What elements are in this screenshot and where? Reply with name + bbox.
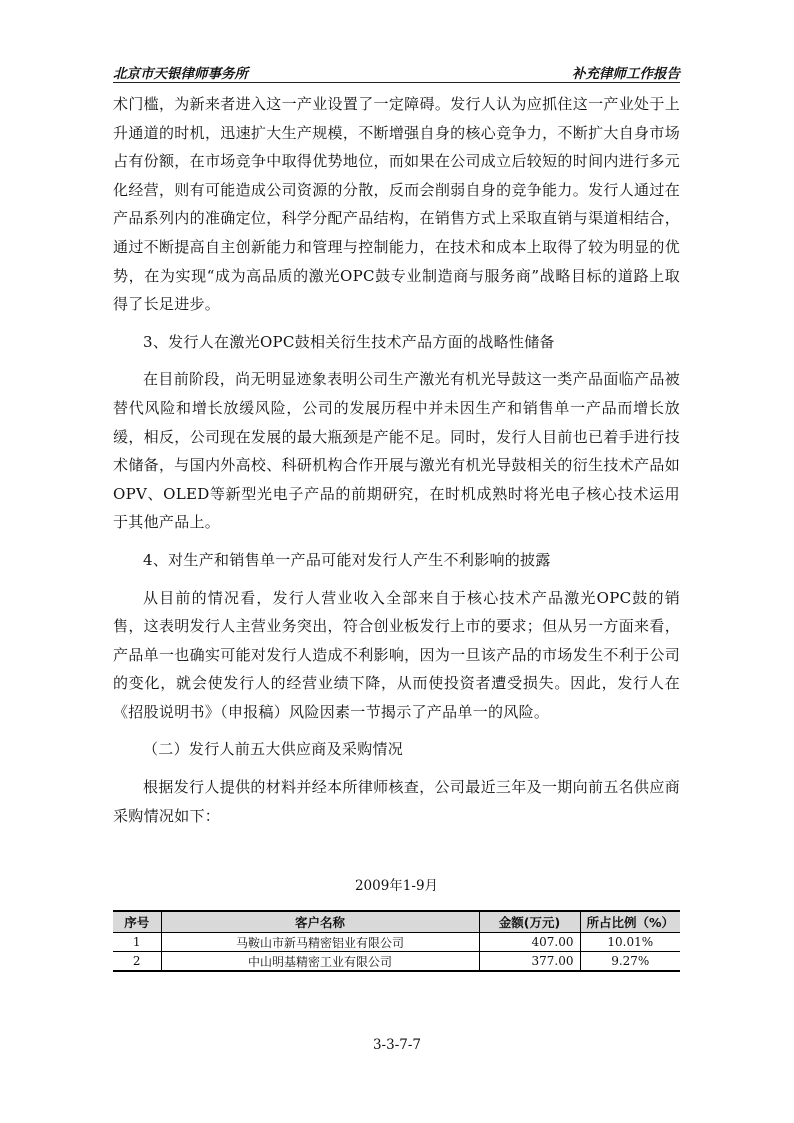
table-header-row bbox=[113, 911, 680, 933]
cell-name: 中山明基精密工业有限公司 bbox=[161, 952, 479, 972]
cell-ratio: 10.01% bbox=[580, 933, 680, 952]
cell-ratio: 9.27% bbox=[580, 952, 680, 972]
paragraph-continuation: 术门槛，为新来者进入这一产业设置了一定障碍。发行人认为应抓住这一产业处于上升通道的时机，迅速扩大生产规模，不断增强自身的核心竞争力，不断扩大自身市场占有份额，在市场竞争中取得优势地位，而如果在公司成立后较短的时间内进行多元化经营，则有可能造成公司资源的分散，反而会削弱自身的竞争能力。发行人通过在产品系列内的准确定位，科学分配产品结构，在销售方式上采取直销与渠道相结合，通过不断提高自主创新能力和管理与控制能力，在技术和成本上取得了较为明显的优势，在为实现“成为高品质的激光OPC鼓专业制造商与服务商”战略目标的道路上取得了长足进步。 bbox=[113, 95, 680, 314]
col-header-amount: 金额(万元) bbox=[479, 911, 580, 933]
cell-name: 马鞍山市新马精密铝业有限公司 bbox=[161, 933, 479, 952]
page-header bbox=[113, 60, 680, 83]
section-heading-suppliers: （二）发行人前五大供应商及采购情况 bbox=[143, 740, 404, 759]
table-title: 2009年1-9月 bbox=[354, 878, 439, 894]
report-title: 补充律师工作报告 bbox=[572, 66, 680, 82]
supplier-table bbox=[113, 910, 680, 972]
paragraph-supplier-intro: 根据发行人提供的材料并经本所律师核查，公司最近三年及一期向前五名供应商采购情况如下： bbox=[113, 778, 680, 825]
cell-index: 2 bbox=[113, 952, 161, 972]
paragraph-strategic-reserve: 在目前阶段，尚无明显迹象表明公司生产激光有机光导鼓这一类产品面临产品被替代风险和增长放缓风险，公司的发展历程中并未因生产和销售单一产品而增长放缓，相反，公司现在发展的最大瓶颈是产能不足。同时，发行人目前也已着手进行技术储备，与国内外高校、科研机构合作开展与激光有机光导鼓相关的衍生技术产品如OPV、OLED等新型光电子产品的前期研究，在时机成熟时将光电子核心技术运用于其他产品上。 bbox=[113, 370, 680, 532]
section-heading-3: 3、发行人在激光OPC鼓相关衍生技术产品方面的战略性储备 bbox=[143, 332, 555, 351]
col-header-name: 客户名称 bbox=[161, 911, 479, 933]
col-header-index: 序号 bbox=[113, 911, 161, 933]
table-row bbox=[113, 952, 680, 972]
col-header-ratio: 所占比例（%） bbox=[580, 911, 680, 933]
firm-name: 北京市天银律师事务所 bbox=[113, 66, 248, 82]
section-heading-4: 4、对生产和销售单一产品可能对发行人产生不利影响的披露 bbox=[143, 550, 551, 569]
paragraph-single-product-risk: 从目前的情况看，发行人营业收入全部来自于核心技术产品激光OPC鼓的销售，这表明发行人主营业务突出，符合创业板发行上市的要求；但从另一方面来看，产品单一也确实可能对发行人造成不利影响，因为一旦该产品的市场发生不利于公司的变化，就会使发行人的经营业绩下降，从而使投资者遭受损失。因此，发行人在《招股说明书》（申报稿）风险因素一节揭示了产品单一的风险。 bbox=[113, 588, 680, 721]
cell-index: 1 bbox=[113, 933, 161, 952]
page-number: 3-3-7-7 bbox=[372, 1037, 422, 1053]
cell-amount: 377.00 bbox=[479, 952, 580, 972]
document-body bbox=[113, 90, 680, 830]
cell-amount: 407.00 bbox=[479, 933, 580, 952]
table-row bbox=[113, 933, 680, 952]
